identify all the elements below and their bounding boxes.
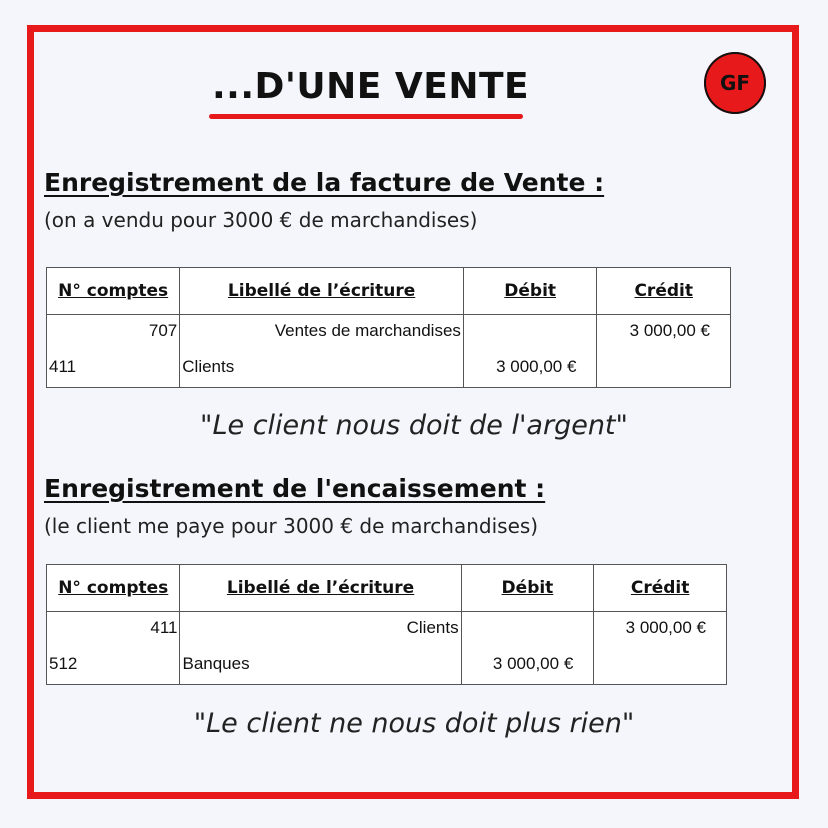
- credit-cell: [594, 612, 727, 685]
- journal-entry-table-1: [46, 267, 731, 388]
- header-label: Libellé de l’écriture: [180, 565, 461, 612]
- section-1-title: Enregistrement de la facture de Vente :: [44, 168, 605, 197]
- header-label: Libellé de l’écriture: [180, 268, 464, 315]
- journal-entry-table-2: [46, 564, 727, 685]
- account-number: 411: [150, 618, 178, 637]
- header-account: N° comptes: [47, 565, 180, 612]
- debit-amount: 3 000,00 €: [492, 654, 574, 673]
- debit-amount: [464, 315, 597, 351]
- gf-logo: GF: [704, 52, 766, 114]
- credit-amount: [597, 351, 730, 387]
- section-1-quote: "Le client nous doit de l'argent": [200, 410, 628, 441]
- section-2-subtitle: (le client me paye pour 3000 € de marchandises): [44, 514, 539, 538]
- label-cell: [180, 315, 464, 388]
- header-debit: Débit: [461, 565, 594, 612]
- table-row: [47, 315, 731, 388]
- entry-label: Clients: [182, 357, 235, 376]
- account-cell: [47, 315, 180, 388]
- entry-label: Banques: [182, 654, 250, 673]
- section-2-title: Enregistrement de l'encaissement :: [44, 474, 546, 503]
- account-cell: [47, 612, 180, 685]
- page-title: ...D'UNE VENTE: [212, 66, 530, 107]
- account-number: 411: [49, 357, 77, 376]
- debit-cell: [461, 612, 594, 685]
- credit-amount: 3 000,00 €: [625, 618, 706, 637]
- account-number: 512: [49, 654, 78, 673]
- debit-cell: [463, 315, 597, 388]
- section-1-subtitle: (on a vendu pour 3000 € de marchandises): [44, 208, 478, 232]
- credit-cell: [597, 315, 731, 388]
- entry-label: Ventes de marchandises: [274, 321, 461, 340]
- header-credit: Crédit: [594, 565, 727, 612]
- title-underline: [209, 114, 523, 119]
- header-account: N° comptes: [47, 268, 180, 315]
- debit-amount: [462, 612, 594, 648]
- label-cell: [180, 612, 461, 685]
- section-2-quote: "Le client ne nous doit plus rien": [193, 708, 635, 739]
- entry-label: Clients: [406, 618, 459, 637]
- debit-amount: 3 000,00 €: [496, 357, 577, 376]
- credit-amount: 3 000,00 €: [629, 321, 710, 340]
- credit-amount: [594, 648, 726, 684]
- header-credit: Crédit: [597, 268, 731, 315]
- account-number: 707: [148, 321, 178, 340]
- table-row: [47, 612, 727, 685]
- header-debit: Débit: [463, 268, 597, 315]
